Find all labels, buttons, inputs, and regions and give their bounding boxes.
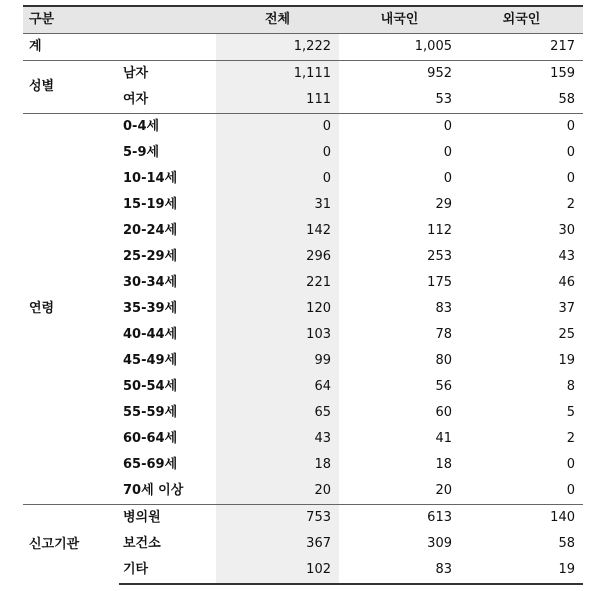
table-row — [23, 61, 583, 88]
row-foreign: 2 — [566, 197, 575, 212]
row-foreign: 0 — [566, 145, 575, 160]
row-label: 25-29세 — [123, 249, 178, 264]
row-total: 0 — [216, 114, 339, 141]
row-total: 0 — [216, 166, 339, 192]
row-total: 1,111 — [216, 61, 339, 88]
group-category: 신고기관 — [23, 505, 119, 585]
row-foreign: 0 — [566, 483, 575, 498]
row-label: 55-59세 — [123, 405, 178, 420]
header-foreign: 외국인 — [460, 6, 583, 34]
row-foreign: 159 — [460, 61, 583, 88]
row-total: 103 — [216, 322, 339, 348]
row-label: 65-69세 — [123, 457, 178, 472]
row-foreign: 19 — [558, 353, 575, 368]
row-foreign: 5 — [566, 405, 575, 420]
row-domestic: 112 — [427, 223, 452, 238]
row-domestic: 613 — [339, 505, 460, 532]
group-category: 성별 — [23, 61, 119, 114]
row-domestic: 175 — [427, 275, 452, 290]
row-foreign: 37 — [558, 301, 575, 316]
row-domestic: 18 — [435, 457, 452, 472]
row-domestic: 0 — [339, 114, 460, 141]
row-total: 65 — [216, 400, 339, 426]
row-total: 99 — [216, 348, 339, 374]
row-label: 60-64세 — [123, 431, 178, 446]
row-foreign: 8 — [566, 379, 575, 394]
row-label: 45-49세 — [123, 353, 178, 368]
row-foreign: 46 — [558, 275, 575, 290]
row-foreign: 30 — [558, 223, 575, 238]
header-row — [23, 6, 583, 34]
header-category: 구분 — [23, 6, 216, 34]
row-domestic: 253 — [427, 249, 452, 264]
row-label: 병의원 — [119, 505, 216, 532]
row-total: 102 — [216, 557, 339, 584]
table-row — [23, 114, 583, 141]
row-domestic: 0 — [443, 171, 452, 186]
row-total: 31 — [216, 192, 339, 218]
row-label: 35-39세 — [123, 301, 178, 316]
group-category: 연령 — [23, 114, 119, 505]
table-body — [23, 34, 583, 585]
row-foreign: 0 — [460, 114, 583, 141]
row-domestic: 60 — [435, 405, 452, 420]
row-foreign: 0 — [566, 457, 575, 472]
statistics-table-container — [23, 5, 583, 585]
row-label: 보건소 — [123, 536, 161, 551]
row-label: 70세 이상 — [123, 483, 184, 498]
row-domestic: 309 — [427, 536, 452, 551]
row-domestic: 53 — [435, 92, 452, 107]
row-total: 111 — [216, 87, 339, 114]
row-foreign: 58 — [558, 92, 575, 107]
total-row-label: 계 — [23, 34, 216, 61]
row-domestic: 78 — [435, 327, 452, 342]
row-label: 여자 — [123, 92, 149, 107]
row-domestic: 0 — [443, 145, 452, 160]
row-domestic: 80 — [435, 353, 452, 368]
table-header — [23, 6, 583, 34]
row-foreign: 0 — [566, 171, 575, 186]
statistics-table — [23, 5, 583, 585]
row-foreign: 2 — [566, 431, 575, 446]
row-label: 0-4세 — [119, 114, 216, 141]
row-total: 120 — [216, 296, 339, 322]
header-domestic: 내국인 — [339, 6, 460, 34]
row-label: 40-44세 — [123, 327, 178, 342]
row-label: 10-14세 — [123, 171, 178, 186]
row-total: 64 — [216, 374, 339, 400]
row-domestic: 952 — [339, 61, 460, 88]
header-total: 전체 — [216, 6, 339, 34]
row-label: 20-24세 — [123, 223, 178, 238]
row-total: 0 — [216, 140, 339, 166]
row-foreign: 25 — [558, 327, 575, 342]
row-total: 142 — [216, 218, 339, 244]
row-total: 753 — [216, 505, 339, 532]
row-total: 43 — [216, 426, 339, 452]
row-label: 5-9세 — [123, 145, 160, 160]
row-label: 50-54세 — [123, 379, 178, 394]
row-total: 221 — [216, 270, 339, 296]
row-total: 367 — [216, 531, 339, 557]
total-row-foreign: 217 — [460, 34, 583, 61]
row-domestic: 29 — [435, 197, 452, 212]
total-row — [23, 34, 583, 61]
total-row-total: 1,222 — [216, 34, 339, 61]
row-foreign: 140 — [460, 505, 583, 532]
row-label: 30-34세 — [123, 275, 178, 290]
row-total: 18 — [216, 452, 339, 478]
total-row-domestic: 1,005 — [339, 34, 460, 61]
row-total: 296 — [216, 244, 339, 270]
row-domestic: 83 — [339, 557, 460, 584]
row-label: 15-19세 — [123, 197, 178, 212]
row-label: 남자 — [119, 61, 216, 88]
row-domestic: 56 — [435, 379, 452, 394]
row-foreign: 58 — [558, 536, 575, 551]
row-label: 기타 — [119, 557, 216, 584]
row-foreign: 43 — [558, 249, 575, 264]
row-total: 20 — [216, 478, 339, 505]
row-foreign: 19 — [460, 557, 583, 584]
row-domestic: 20 — [435, 483, 452, 498]
row-domestic: 41 — [435, 431, 452, 446]
table-row — [23, 505, 583, 532]
row-domestic: 83 — [435, 301, 452, 316]
